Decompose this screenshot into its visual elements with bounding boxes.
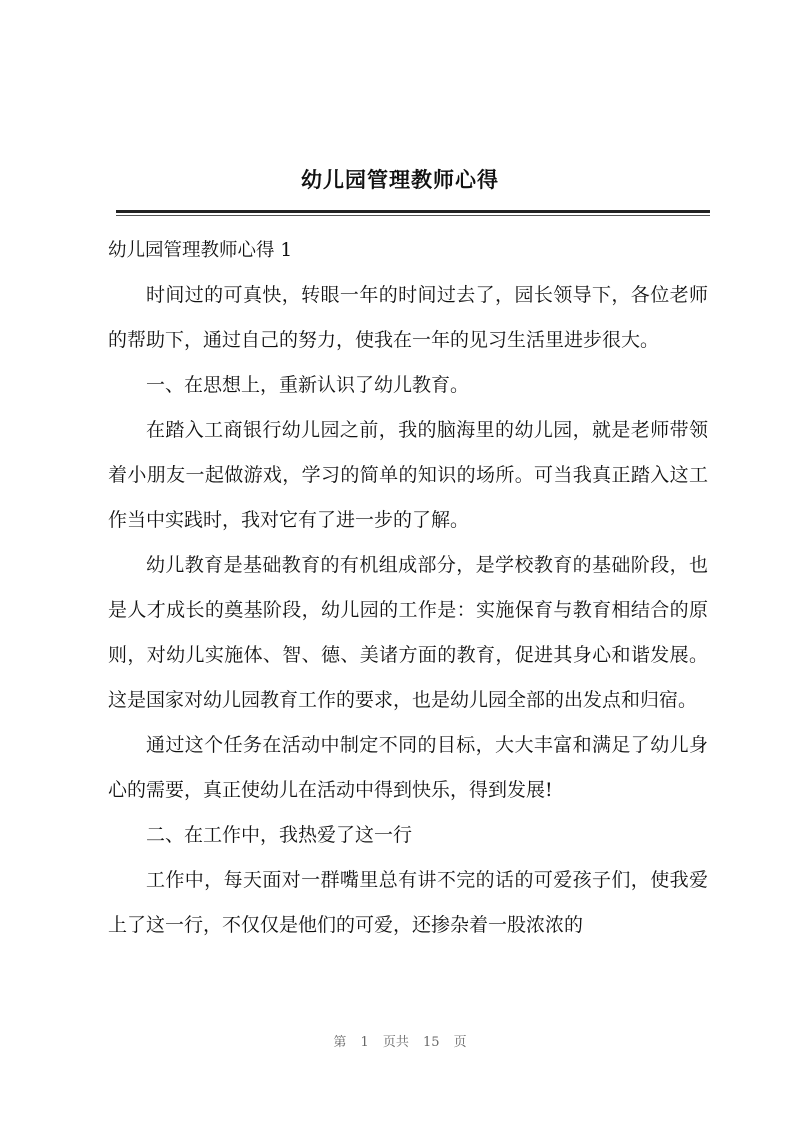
title-underline-thin [116, 215, 710, 216]
paragraph-1: 时间过的可真快，转眼一年的时间过去了，园长领导下，各位老师的帮助下，通过自己的努力，使我在一年的见习生活里进步很大。 [108, 284, 708, 351]
paragraph-2: 一、在思想上，重新认识了幼儿教育。 [146, 374, 470, 396]
paragraph-4: 幼儿教育是基础教育的有机组成部分，是学校教育的基础阶段，也是人才成长的奠基阶段，幼儿园的工作是：实施保育与教育相结合的原则，对幼儿实施体、智、德、美诸方面的教育，促进其身心和谐发展。这是国家对幼儿园教育工作的要求，也是幼儿园全部的出发点和归宿。 [108, 554, 708, 711]
paragraph-7: 工作中，每天面对一群嘴里总有讲不完的话的可爱孩子们，使我爱上了这一行，不仅仅是他们的可爱，还掺杂着一股浓浓的 [108, 869, 708, 936]
document-title: 幼儿园管理教师心得 [301, 168, 499, 192]
paragraph-6: 二、在工作中，我热爱了这一行 [146, 824, 413, 846]
title-underline [116, 210, 710, 213]
paragraph-5: 通过这个任务在活动中制定不同的目标，大大丰富和满足了幼儿身心的需要，真正使幼儿在活动中得到快乐，得到发展! [108, 734, 708, 801]
section-heading: 幼儿园管理教师心得 1 [108, 240, 293, 261]
document-body [108, 228, 708, 948]
paragraph-3: 在踏入工商银行幼儿园之前，我的脑海里的幼儿园，就是老师带领着小朋友一起做游戏，学习的简单的知识的场所。可当我真正踏入这工作当中实践时，我对它有了进一步的了解。 [108, 419, 708, 531]
page-footer: 第 1 页共 15 页 [333, 1035, 467, 1050]
